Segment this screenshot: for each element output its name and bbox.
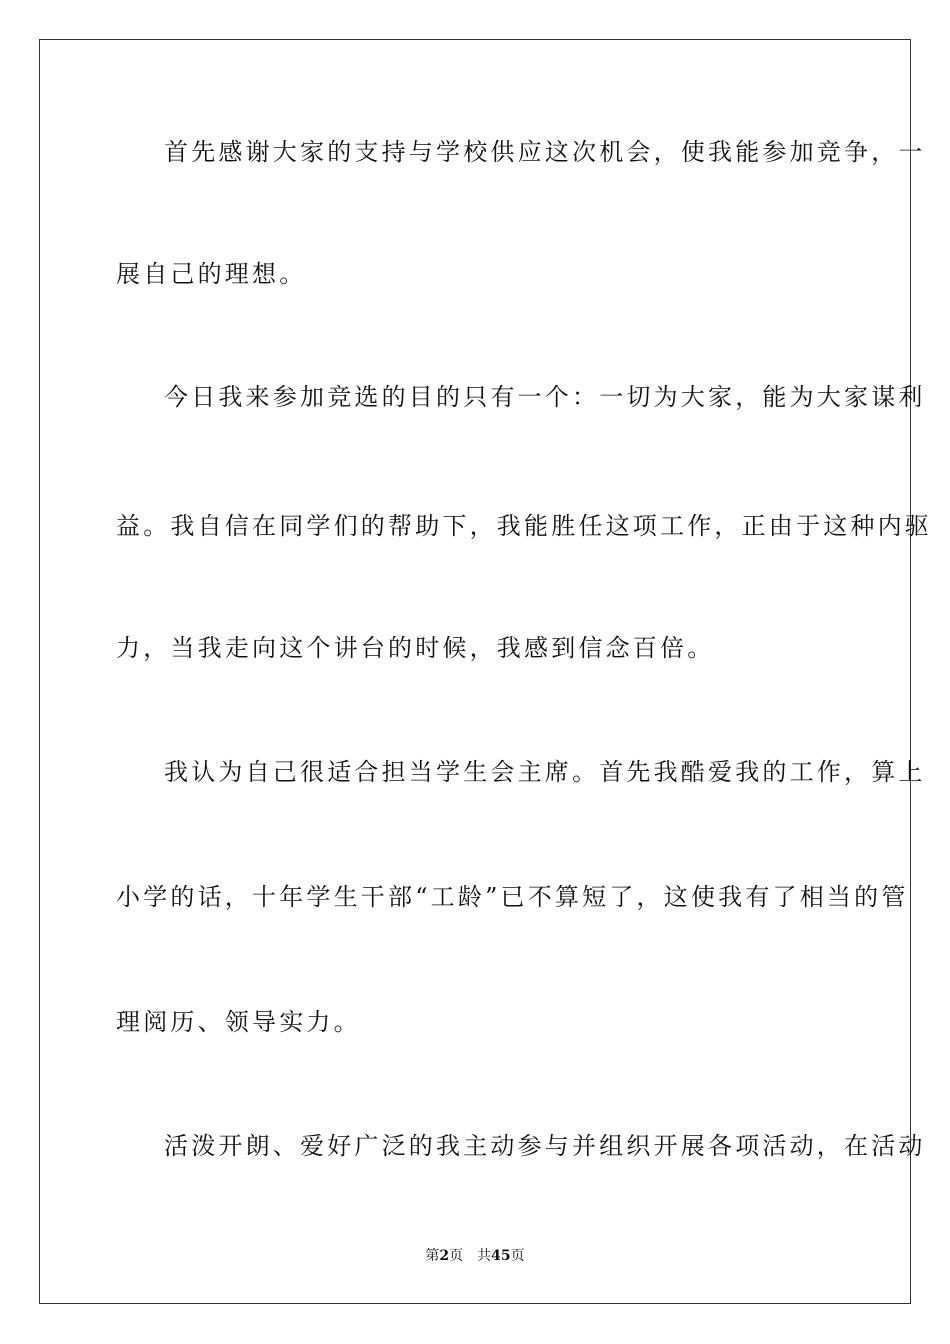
paragraph-3-line-3: 理阅历、领导实力。 — [116, 1008, 361, 1036]
paragraph-3-line-2: 小学的话，十年学生干部“工龄”已不算短了，这使我有了相当的管 — [116, 883, 909, 911]
footer-page-number: 2 — [439, 1248, 450, 1264]
paragraph-1-line-2: 展自己的理想。 — [116, 260, 307, 288]
paragraph-3-line-1: 我认为自己很适合担当学生会主席。首先我酷爱我的工作，算上 — [164, 758, 926, 786]
paragraph-1-line-1: 首先感谢大家的支持与学校供应这次机会，使我能参加竞争，一 — [164, 138, 926, 166]
page-footer — [0, 1247, 950, 1265]
footer-total-prefix: 共 — [477, 1248, 492, 1264]
footer-total-number: 45 — [491, 1248, 511, 1264]
paragraph-4-line-1: 活泼开朗、爱好广泛的我主动参与并组织开展各项活动，在活动 — [164, 1132, 926, 1160]
footer-total-suffix: 页 — [510, 1248, 525, 1264]
footer-page-prefix: 第 — [425, 1248, 440, 1264]
paragraph-2-line-1: 今日我来参加竞选的目的只有一个：一切为大家，能为大家谋利 — [164, 383, 926, 411]
paragraph-2-line-2: 益。我自信在同学们的帮助下，我能胜任这项工作，正由于这种内驱 — [116, 512, 932, 540]
paragraph-2-line-3: 力，当我走向这个讲台的时候，我感到信念百倍。 — [116, 634, 715, 662]
page-border — [39, 39, 911, 1304]
footer-page-suffix: 页 — [449, 1248, 464, 1264]
